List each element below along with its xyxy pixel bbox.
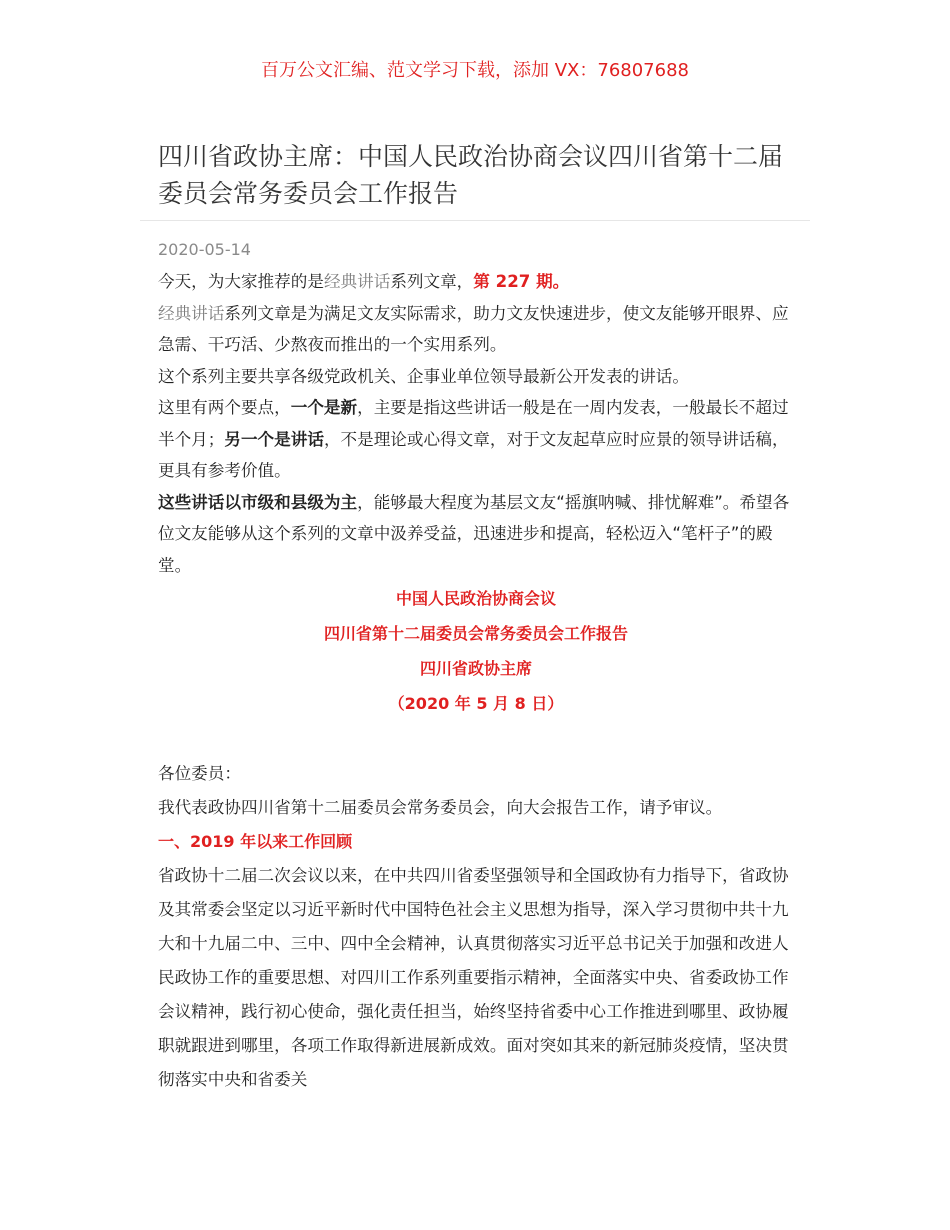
intro-text: 系列文章是为满足文友实际需求，助力文友快速进步，使文友能够开眼界、应急需、干巧活、少熬夜而推出的一个实用系列。 [158, 303, 789, 354]
key-point-1: 一个是新 [290, 398, 358, 417]
heading-line-1: 中国人民政治协商会议 [395, 589, 556, 608]
heading-line-2: 四川省第十二届委员会常务委员会工作报告 [323, 624, 628, 643]
key-point-2: 另一个是讲话 [224, 429, 324, 449]
spacer [158, 721, 794, 757]
section-1-body: 省政协十二届二次会议以来，在中共四川省委坚强领导和全国政协有力指导下，省政协及其常委会坚定以习近平新时代中国特色社会主义思想为指导，深入学习贯彻中共十九大和十九届二中、三中、四中全会精神，认真贯彻落实习近平总书记关于加强和改进人民政协工作的重要思想、对四川工作系列重要指示精神，全面落实中央、省委政协工作会议精神，践行初心使命，强化责任担当，始终坚持省委中心工作推进到哪里、政协履职就跟进到哪里，各项工作取得新进展新成效。面对突如其来的新冠肺炎疫情，坚决贯彻落实中央和省委关 [158, 866, 789, 1089]
intro-text: 这里有两个要点， [158, 398, 291, 417]
intro-text: ，主要是指这些讲话一般是在一周内发表，一般最长不超过半个月； [158, 398, 789, 449]
intro-text: 今天，为大家推荐的是 [158, 272, 324, 291]
intro-text: ，不是理论或心得文章，对于文友起草应时应景的领导讲话稿，更具有参考价值。 [158, 429, 789, 480]
report-heading [158, 581, 794, 721]
section-1-title: 一、2019 年以来工作回顾 [158, 832, 353, 851]
salutation: 各位委员： [158, 764, 241, 783]
intro-text: 系列文章， [390, 272, 474, 291]
opening-paragraph: 我代表政协四川省第十二届委员会常务委员会，向大会报告工作，请予审议。 [158, 798, 723, 817]
intro-paragraph-1 [158, 266, 794, 298]
series-name: 经典讲话 [323, 272, 391, 291]
heading-line-3: 四川省政协主席 [419, 659, 532, 678]
article-title: 四川省政协主席：中国人民政治协商会议四川省第十二届委员会常务委员会工作报告 [158, 142, 784, 208]
promo-banner: 百万公文汇编、范文学习下载，添加 VX：76807688 [261, 60, 689, 81]
issue-number: 第 227 期。 [473, 272, 570, 291]
heading-line-4: （2020 年 5 月 8 日） [388, 694, 564, 713]
article-body [158, 266, 794, 1097]
intro-paragraph-3: 这个系列主要共享各级党政机关、企事业单位领导最新公开发表的讲话。 [158, 366, 689, 386]
focus-statement: 这些讲话以市级和县级为主 [158, 492, 358, 512]
intro-paragraph-4 [158, 392, 794, 487]
intro-text: ，能够最大程度为基层文友“摇旗呐喊、排忧解难”。希望各位文友能够从这个系列的文章中汲养受益，迅速进步和提高，轻松迈入“笔杆子”的殿堂。 [158, 492, 790, 575]
title-divider [140, 220, 810, 221]
intro-paragraph-5 [158, 487, 794, 582]
series-name: 经典讲话 [158, 303, 225, 323]
intro-paragraph-2 [158, 298, 794, 361]
publish-date: 2020-05-14 [158, 240, 251, 259]
